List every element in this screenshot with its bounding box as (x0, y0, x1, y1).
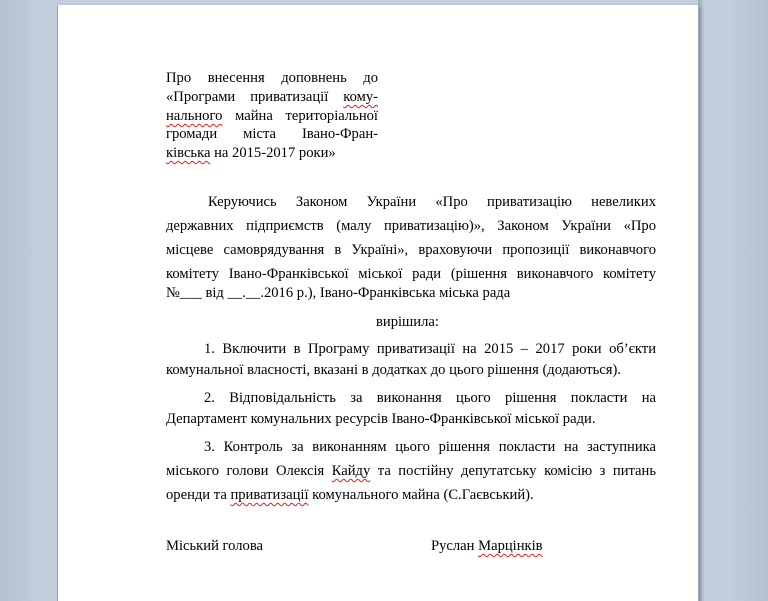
spellcheck-flagged-word[interactable]: нального (166, 108, 223, 124)
signature-name: Руслан Марцінків (431, 538, 543, 554)
signature-position: Міський голова (166, 538, 264, 554)
decision-word: вирішила: (376, 314, 439, 330)
preamble-line-4: комітету Івано-Франківської міської ради (рішення виконавчого комітету (166, 266, 656, 282)
item-1-line-1: 1. Включити в Програму приватизації на 2015 – 2017 роки об’єкти (204, 341, 656, 357)
spellcheck-flagged-word[interactable]: кому- (343, 89, 378, 105)
preamble-line-2: державних підприємств (малу приватизацію)», Законом України «Про (166, 218, 656, 234)
title-line-2: «Програми приватизації кому- (166, 89, 378, 105)
title-line-3: нального майна територіальної (166, 108, 378, 124)
item-2-line-1: 2. Відповідальність за виконання цього рішення покласти на (204, 390, 656, 406)
title-line-1: Про внесення доповнень до (166, 70, 378, 86)
title-line-5: ківська на 2015-2017 роки» (166, 145, 336, 161)
item-3-line-2: міського голови Олексія Кайду та постійну депутатську комісію з питань (166, 463, 657, 479)
preamble-line-5: №___ від __.__.2016 р.), Івано-Франківська міська рада (166, 285, 511, 301)
title-line-4: громади міста Івано-Фран- (166, 126, 378, 142)
item-1-line-2: комунальної власності, вказані в додатках до цього рішення (додаються). (166, 362, 621, 378)
spellcheck-flagged-word[interactable]: Марцінків (478, 538, 543, 554)
item-3-line-1: 3. Контроль за виконанням цього рішення покласти на заступника (204, 439, 656, 455)
preamble-line-3: місцеве самоврядування в Україні», враховуючи пропозиції виконавчого (166, 242, 656, 258)
spellcheck-flagged-word[interactable]: ківська (166, 145, 211, 161)
spellcheck-flagged-word[interactable]: Кайду (331, 463, 371, 479)
spellcheck-flagged-word[interactable]: приватизації (230, 487, 309, 503)
page-shadow (698, 0, 704, 601)
preamble-line-1: Керуючись Законом України «Про приватизацію невеликих (208, 194, 656, 210)
item-2-line-2: Департамент комунальних ресурсів Івано-Франківської міської ради. (166, 411, 596, 427)
document-page[interactable] (58, 5, 698, 601)
item-3-line-3: оренди та приватизації комунального майна (С.Гаєвський). (166, 487, 534, 503)
